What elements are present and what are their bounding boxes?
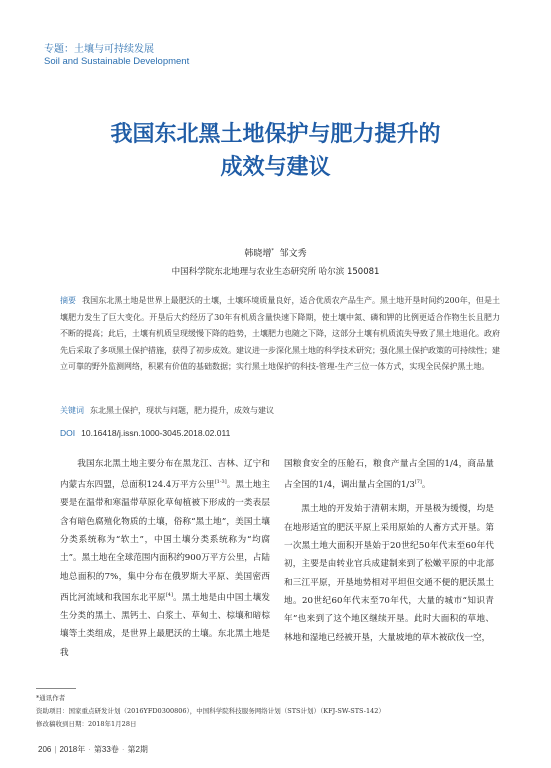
footnote-corresponding: *通讯作者 bbox=[36, 694, 66, 702]
footnote-received: 修改稿收到日期：2018年1月28日 bbox=[36, 720, 137, 728]
journal-volume: 第33卷 bbox=[93, 745, 119, 754]
doi bbox=[60, 428, 230, 438]
affiliation: 中国科学院东北地理与农业生态研究所 哈尔滨 150081 bbox=[171, 267, 380, 277]
topic-header-en: Soil and Sustainable Development bbox=[44, 56, 190, 67]
title-line-2: 成效与建议 bbox=[220, 155, 331, 180]
author-first: 韩晓增 bbox=[244, 249, 272, 259]
body-column-left bbox=[60, 455, 270, 662]
citation[interactable]: [1-3] bbox=[214, 479, 227, 486]
body-paragraph: 我国东北黑土地主要分布在黑龙江、吉林、辽宁和内蒙古东四盟，总面积124.4万平方公里[1-3]。黑土地主要是在温带和寒温带草原化草甸植被下形成的一类表层含有暗色腐殖化物质的土壤，俗称“黑土地”，美国土壤分类系统称为“软土”，中国土壤分类系统称为“均腐土”。黑土地在全球范围内面积约900万平方公里，占陆地总面积的7%，集中分布在俄罗斯大平原、美国密西西比河流域和我国东北平原[4]。黑土地是由中国土壤发生分类的黑土、黑钙土、白浆土、草甸土、棕壤和暗棕壤等土类组成，是世界上最肥沃的土壤。东北黑土地是我 bbox=[60, 459, 270, 658]
corresponding-mark: * bbox=[271, 248, 274, 254]
title-line-1: 我国东北黑土地保护与肥力提升的 bbox=[110, 122, 441, 147]
abstract-label: 摘要 bbox=[60, 296, 77, 305]
citation[interactable]: [4] bbox=[165, 591, 173, 598]
body-paragraph: 国粮食安全的压舱石，粮食产量占全国的1/4，商品量占全国的1/4，调出量占全国的1/3[7]。 bbox=[284, 459, 494, 491]
doi-label: DOI bbox=[60, 428, 76, 438]
abstract-text: 我国东北黑土地是世界上最肥沃的土壤，土壤环境质量良好，适合优质农产品生产。黑土地开垦时间约200年，但是土壤肥力发生了巨大变化。开垦后大约经历了30年有机质含量快速下降期，使土壤中氮、磷和钾的比例更适合作物生长且肥力不断的提高；此后，土壤有机质呈现缓慢下降的趋势，土壤肥力也随之下降，这部分土壤有机质流失导致了黑土地退化。政府先后采取了多项黑土保护措施，获得了初步成效。建议进一步深化黑土地的科学技术研究；强化黑土保护政策的可持续性；建立可靠的野外监测网络，积累有价值的基础数据；实行黑土地保护的科技-管理-生产三位一体方式，实现全民保护黑土地。 bbox=[60, 296, 501, 372]
keywords-text: 东北黑土保护，现状与问题，肥力提升，成效与建议 bbox=[90, 406, 274, 415]
journal-issue: 第2期 bbox=[127, 745, 148, 754]
page-number: 206 bbox=[38, 745, 52, 754]
footnote-rule bbox=[36, 688, 76, 689]
page-info: 206 | 2018年 · 第33卷 · 第2期 bbox=[38, 745, 148, 754]
citation[interactable]: [7] bbox=[414, 479, 422, 486]
body-column-right bbox=[284, 455, 494, 647]
footnote-funding: 资助项目：国家重点研发计划（2016YFD0300806），中国科学院科技服务网络计划（STS计划）（KFJ-SW-STS-142） bbox=[36, 707, 385, 715]
article-title bbox=[0, 118, 551, 184]
doi-value[interactable]: 10.16418/j.issn.1000-3045.2018.02.011 bbox=[81, 428, 231, 438]
abstract bbox=[60, 293, 500, 376]
keywords bbox=[60, 405, 500, 416]
journal-year: 2018年 bbox=[59, 745, 86, 754]
topic-header-cn: 专题：土壤与可持续发展 bbox=[44, 44, 154, 55]
author-second: 邹文秀 bbox=[279, 249, 307, 259]
authors bbox=[0, 246, 551, 259]
keywords-label: 关键词 bbox=[60, 406, 84, 415]
body-paragraph: 黑土地的开发始于清朝末期，开垦极为缓慢，均是在地形适宜的肥沃平原上采用原始的人畜方式开垦。第一次黑土地大面积开垦始于20世纪50年代末至60年代初，主要是由转业官兵成建制来到了松嫩平原的中北部和三江平原，开垦地势相对平坦但交通不便的肥沃黑土地。20世纪60年代末至70年代，大量的城市“知识青年”也来到了这个地区继续开垦。此时大面积的草地、林地和湿地已经被开垦，大量坡地的草木被砍伐一空， bbox=[284, 504, 494, 643]
